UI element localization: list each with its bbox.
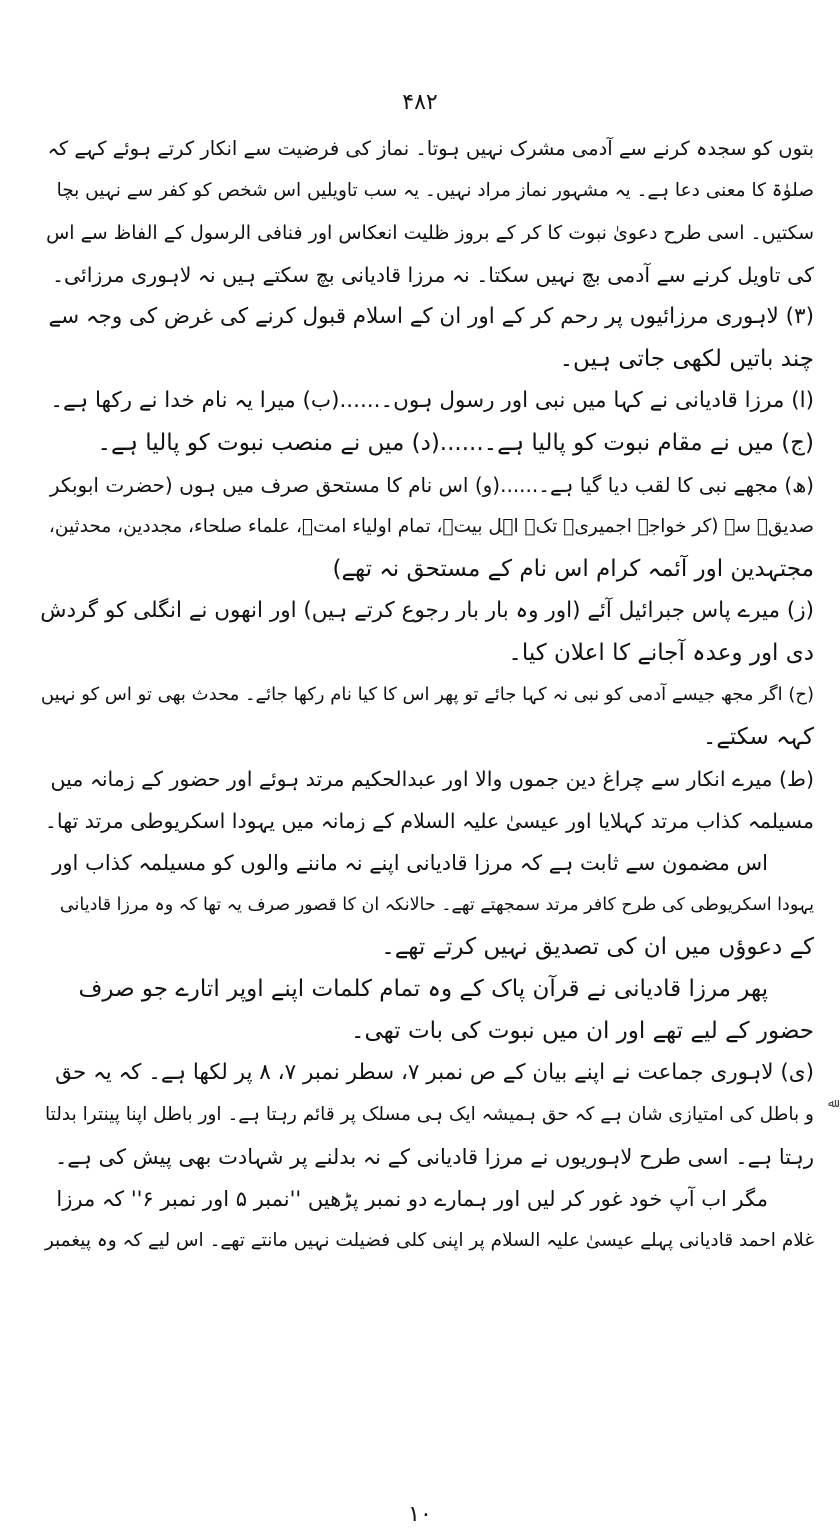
text-line: مجتہدین اور آئمہ کرام اس نام کے مستحق نہ تھے) <box>332 556 814 582</box>
urdu-body-text <box>40 128 814 1262</box>
text-line: (ا) مرزا قادیانی نے کہا میں نبی اور رسول ہوں۔......(ب) میرا یہ نام خدا نے رکھا ہے۔ <box>50 388 814 413</box>
text-line: بتوں کو سجدہ کرنے سے آدمی مشرک نہیں ہوتا۔ نماز کی فرضیت سے انکار کرتے ہوئے کہے کہ <box>47 137 814 160</box>
text-line: دی اور وعدہ آجانے کا اعلان کیا۔ <box>508 640 814 666</box>
text-line: اس مضمون سے ثابت ہے کہ مرزا قادیانی اپنے نہ ماننے والوں کو مسیلمہ کذاب اور <box>52 851 768 875</box>
text-line: صلوٰۃ کا معنی دعا ہے۔ یہ مشہور نماز مراد نہیں۔ یہ سب تاویلیں اس شخص کو کفر سے نہیں بچا <box>56 180 814 201</box>
text-line: (ج) میں نے مقام نبوت کو پالیا ہے۔......(د) میں نے منصب نبوت کو پالیا ہے۔ <box>97 430 814 456</box>
text-line: کہہ سکتے۔ <box>702 724 814 750</box>
text-line: کے دعوؤں میں ان کی تصدیق نہیں کرتے تھے۔ <box>381 934 814 960</box>
text-line: (ط) میرے انکار سے چراغ دین جموں والا اور عبدالحکیم مرتد ہوئے اور حضور کے زمانہ میں <box>50 767 814 791</box>
text-line: سکتیں۔ اسی طرح دعویٰ نبوت کا کر کے بروز ظلیت انعکاس اور فنافی الرسول کے الفاظ سے اس <box>46 222 814 244</box>
text-line: رہتا ہے۔ اسی طرح لاہوریوں نے مرزا قادیانی کے نہ بدلنے پر شہادت بھی پیش کی ہے۔ <box>54 1145 814 1169</box>
margin-mark: ﷲ <box>828 1096 836 1110</box>
text-line: غلام احمد قادیانی پہلے عیسیٰ علیہ السلام پر اپنی کلی فضیلت نہیں مانتے تھے۔ اس لیے کہ وہ پیغمبر <box>44 1230 814 1251</box>
text-line: پھر مرزا قادیانی نے قرآن پاک کے وہ تمام کلمات اپنے اوپر اتارے جو صرف <box>78 976 768 1002</box>
text-line: چند باتیں لکھی جاتی ہیں۔ <box>559 346 814 372</box>
footer-number: ۱۰ <box>408 1502 432 1527</box>
text-line: مسیلمہ کذاب مرتد کہلایا اور عیسیٰ علیہ السلام کے زمانہ میں یہودا اسکریوطی مرتد تھا۔ <box>44 809 814 833</box>
text-line: (ھ) مجھے نبی کا لقب دیا گیا ہے۔......(و) اس نام کا مستحق صرف میں ہوں (حضرت ابوبکر <box>49 473 814 497</box>
text-line: و باطل کی امتیازی شان ہے کہ حق ہمیشہ ایک ہی مسلک پر قائم رہتا ہے۔ اور باطل اپنا پینترا بدلتا <box>45 1104 814 1125</box>
text-line: صدیقؓ سے (کر خواجہ اجمیریؒ تک۔ اہل بیتؓ، تمام اولیاء امتؒ، علماء صلحاء، مجددین، محدثین، <box>48 516 814 537</box>
text-line: یہودا اسکریوطی کی طرح کافر مرتد سمجھتے تھے۔ حالانکہ ان کا قصور صرف یہ تھا کہ وہ مرزا قادیانی <box>59 895 814 915</box>
text-line: (ح) اگر مجھ جیسے آدمی کو نبی نہ کہا جائے تو پھر اس کا کیا نام رکھا جائے۔ محدث بھی تو اس کو نہیں <box>40 684 814 705</box>
text-line: حضور کے لیے تھے اور ان میں نبوت کی بات تھی۔ <box>351 1018 814 1044</box>
text-line: کی تاویل کرنے سے آدمی بچ نہیں سکتا۔ نہ مرزا قادیانی بچ سکتے ہیں نہ لاہوری مرزائی۔ <box>51 263 814 287</box>
page-number: ۴۸۲ <box>402 90 438 115</box>
text-line: (ی) لاہوری جماعت نے اپنے بیان کے ص نمبر ۷، سطر نمبر ۷، ۸ پر لکھا ہے۔ کہ یہ حق <box>55 1060 814 1085</box>
text-line: (۳) لاہوری مرزائیوں پر رحم کر کے اور ان کے اسلام قبول کرنے کی غرض کی وجہ سے <box>48 304 814 329</box>
text-line: (ز) میرے پاس جبرائیل آئے (اور وہ بار بار رجوع کرتے ہیں) اور انھوں نے انگلی کو گردش <box>40 598 814 623</box>
text-line: مگر اب آپ خود غور کر لیں اور ہمارے دو نمبر پڑھیں ''نمبر ۵ اور نمبر ۶'' کہ مرزا <box>56 1187 768 1211</box>
